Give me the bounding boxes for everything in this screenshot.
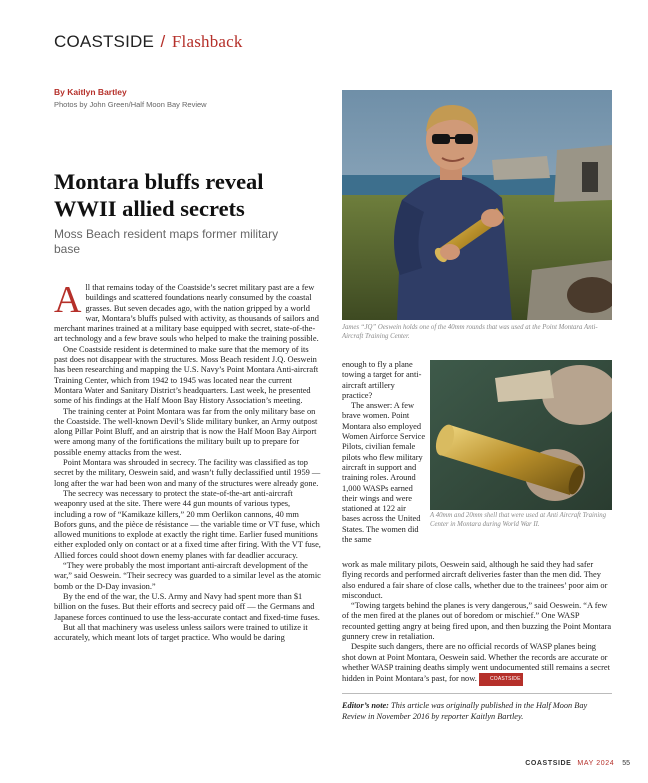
photo-caption-shell: A 40mm and 20mm shell that were used at Anti Aircraft Training Center in Montara during World War II. [430,512,607,528]
article-paragraph: All that remains today of the Coastside’s secret military past are a few buildings and scattered foundations nearly consumed by the coastal grasses. But seven decades ago, with the nation gripped by a world war, Montara’s bluffs pulsed with activity, as thousands of sailors and merchant marines trained at a military base equipped with secret, state-of-the-art technology and a few brave souls who helped to make the training possible. [54,279,319,344]
article-paragraph: “They were probably the most important anti-aircraft development of the war,” said Oeswein. “Their secrecy was guarded to a similar level as the atomic bomb or the D-Day invasion.” [54,561,321,591]
page-number: 55 [622,760,630,767]
author-byline: By Kaitlyn Bartley [54,87,127,97]
header-separator: / [160,32,166,51]
article-paragraph: work as male military pilots, Oeswein said, although he said they had safer flying records and performed aircraft deliveries faster than the men did. They also endured a fair share of close calls, whether due to the trainees’ poor aim or misconduct. [342,560,608,600]
article-paragraph: enough to fly a plane towing a target for anti-aircraft artillery practice? [342,360,422,400]
editor-note [342,700,612,722]
page-footer [525,760,630,767]
headline-line-2: WWII allied secrets [54,196,245,221]
editor-note-divider [342,693,612,694]
article-headline [54,168,324,222]
photo-shell-illustration [430,360,612,510]
headline-line-1: Montara bluffs reveal [54,169,264,194]
photo-artillery-shells [430,360,612,510]
section-header [54,32,243,52]
end-mark: COASTSIDE [479,673,523,685]
article-deck: Moss Beach resident maps former military base [54,227,279,256]
photo-caption-main: James “JQ” Oeswein holds one of the 40mm rounds that was used at the Point Montara Anti-Aircraft Training Center. [342,324,598,340]
article-body-left-column [54,279,322,643]
article-body-right-column [342,560,612,686]
footer-issue: MAY 2024 [577,760,615,767]
article-paragraph: Point Montara was shrouded in secrecy. The facility was classified as top secret by the military, Oeswein said, and wasn’t fully declassified until 1959 — long after the war had been won and many of the structures were already gone. [54,458,321,488]
photo-man-illustration [342,90,612,320]
footer-magazine: COASTSIDE [525,760,572,767]
editor-note-text: This article was originally published in the Half Moon Bay Review in November 2016 by reporter Kaitlyn Bartley. [342,701,588,721]
article-paragraph: The training center at Point Montara was far from the only military base on the Coastside. The well-known Devil’s Slide military bunker, an Army outpost along Pillar Point Bluff, and an airstrip that is now the Half Moon Bay Airport were among many of the fortifications the military built up to prepare for possible enemy attacks from the west. [54,406,318,457]
section-name: Flashback [171,32,243,51]
article-paragraph: One Coastside resident is determined to make sure that the memory of its past does not disappear with the structures. Moss Beach resident J.Q. Oeswein has been researching and mapping the U.S. Navy’s Point Montara Anti-aircraft Training Center, which from 1942 to 1945 was located near the current Montara Water and Sanitary District’s headquarters. Last week, he presented some of his findings at the Half Moon Bay History Association’s meeting. [54,344,319,406]
article-paragraph: Despite such dangers, there are no official records of WASP planes being shot down at Point Montara, Oeswein said. Whether the records are accurate or whether WASP training deaths simply went undocumented still remains a secret hidden in Point Montara’s past, for now. COASTSIDE [342,642,612,685]
article-paragraph: “Towing targets behind the planes is very dangerous,” said Oeswein. “A few of the men fired at the planes out of boredom or mischief.” One WASP recounted getting angry at being fired upon, and then buzzing the Point Montara gunnery crew in retaliation. [342,601,612,642]
magazine-name: COASTSIDE [54,32,155,51]
article-paragraph: The answer: A few brave women. Point Montara also employed Women Airforce Service Pilots, civilian female pilots who flew military aircraft in support and training roles. Around 1,000 WASPs earned their wings and were stationed at 122 air bases across the United States. The women did the same [342,401,426,545]
article-paragraph: The secrecy was necessary to protect the state-of-the-art anti-aircraft weaponry used at the site. There were 44 gun mounts of various types, including a row of “Kamikaze killers,” 20 mm Oerlikon cannons, 40 mm Bofors guns, and the pièce de résistance — the variable time or VT fuse, which allowed munitions to explode at exactly the right time. Earlier fused munitions either exploded only on contact or at a fixed time after firing. With the VT fuse, Allied forces could shoot down enemy planes with far deadlier accuracy. [54,488,321,560]
photo-man-holding-shell [342,90,612,320]
article-paragraph: By the end of the war, the U.S. Army and Navy had spent more than $1 billion on the fuses. But their efforts and secrecy paid off — the Germans and Japanese forces continued to use the less-accurate contact and fixed-time fuses. [54,591,320,622]
drop-cap: A [54,279,82,321]
article-body-narrow-column [342,360,426,545]
editor-note-lead: Editor’s note: [342,701,389,710]
photo-credit: Photos by John Green/Half Moon Bay Review [54,100,207,109]
article-paragraph: But all that machinery was useless unless sailors were trained to utilize it accurately, which meant lots of target practice. Who would be daring [54,622,308,643]
